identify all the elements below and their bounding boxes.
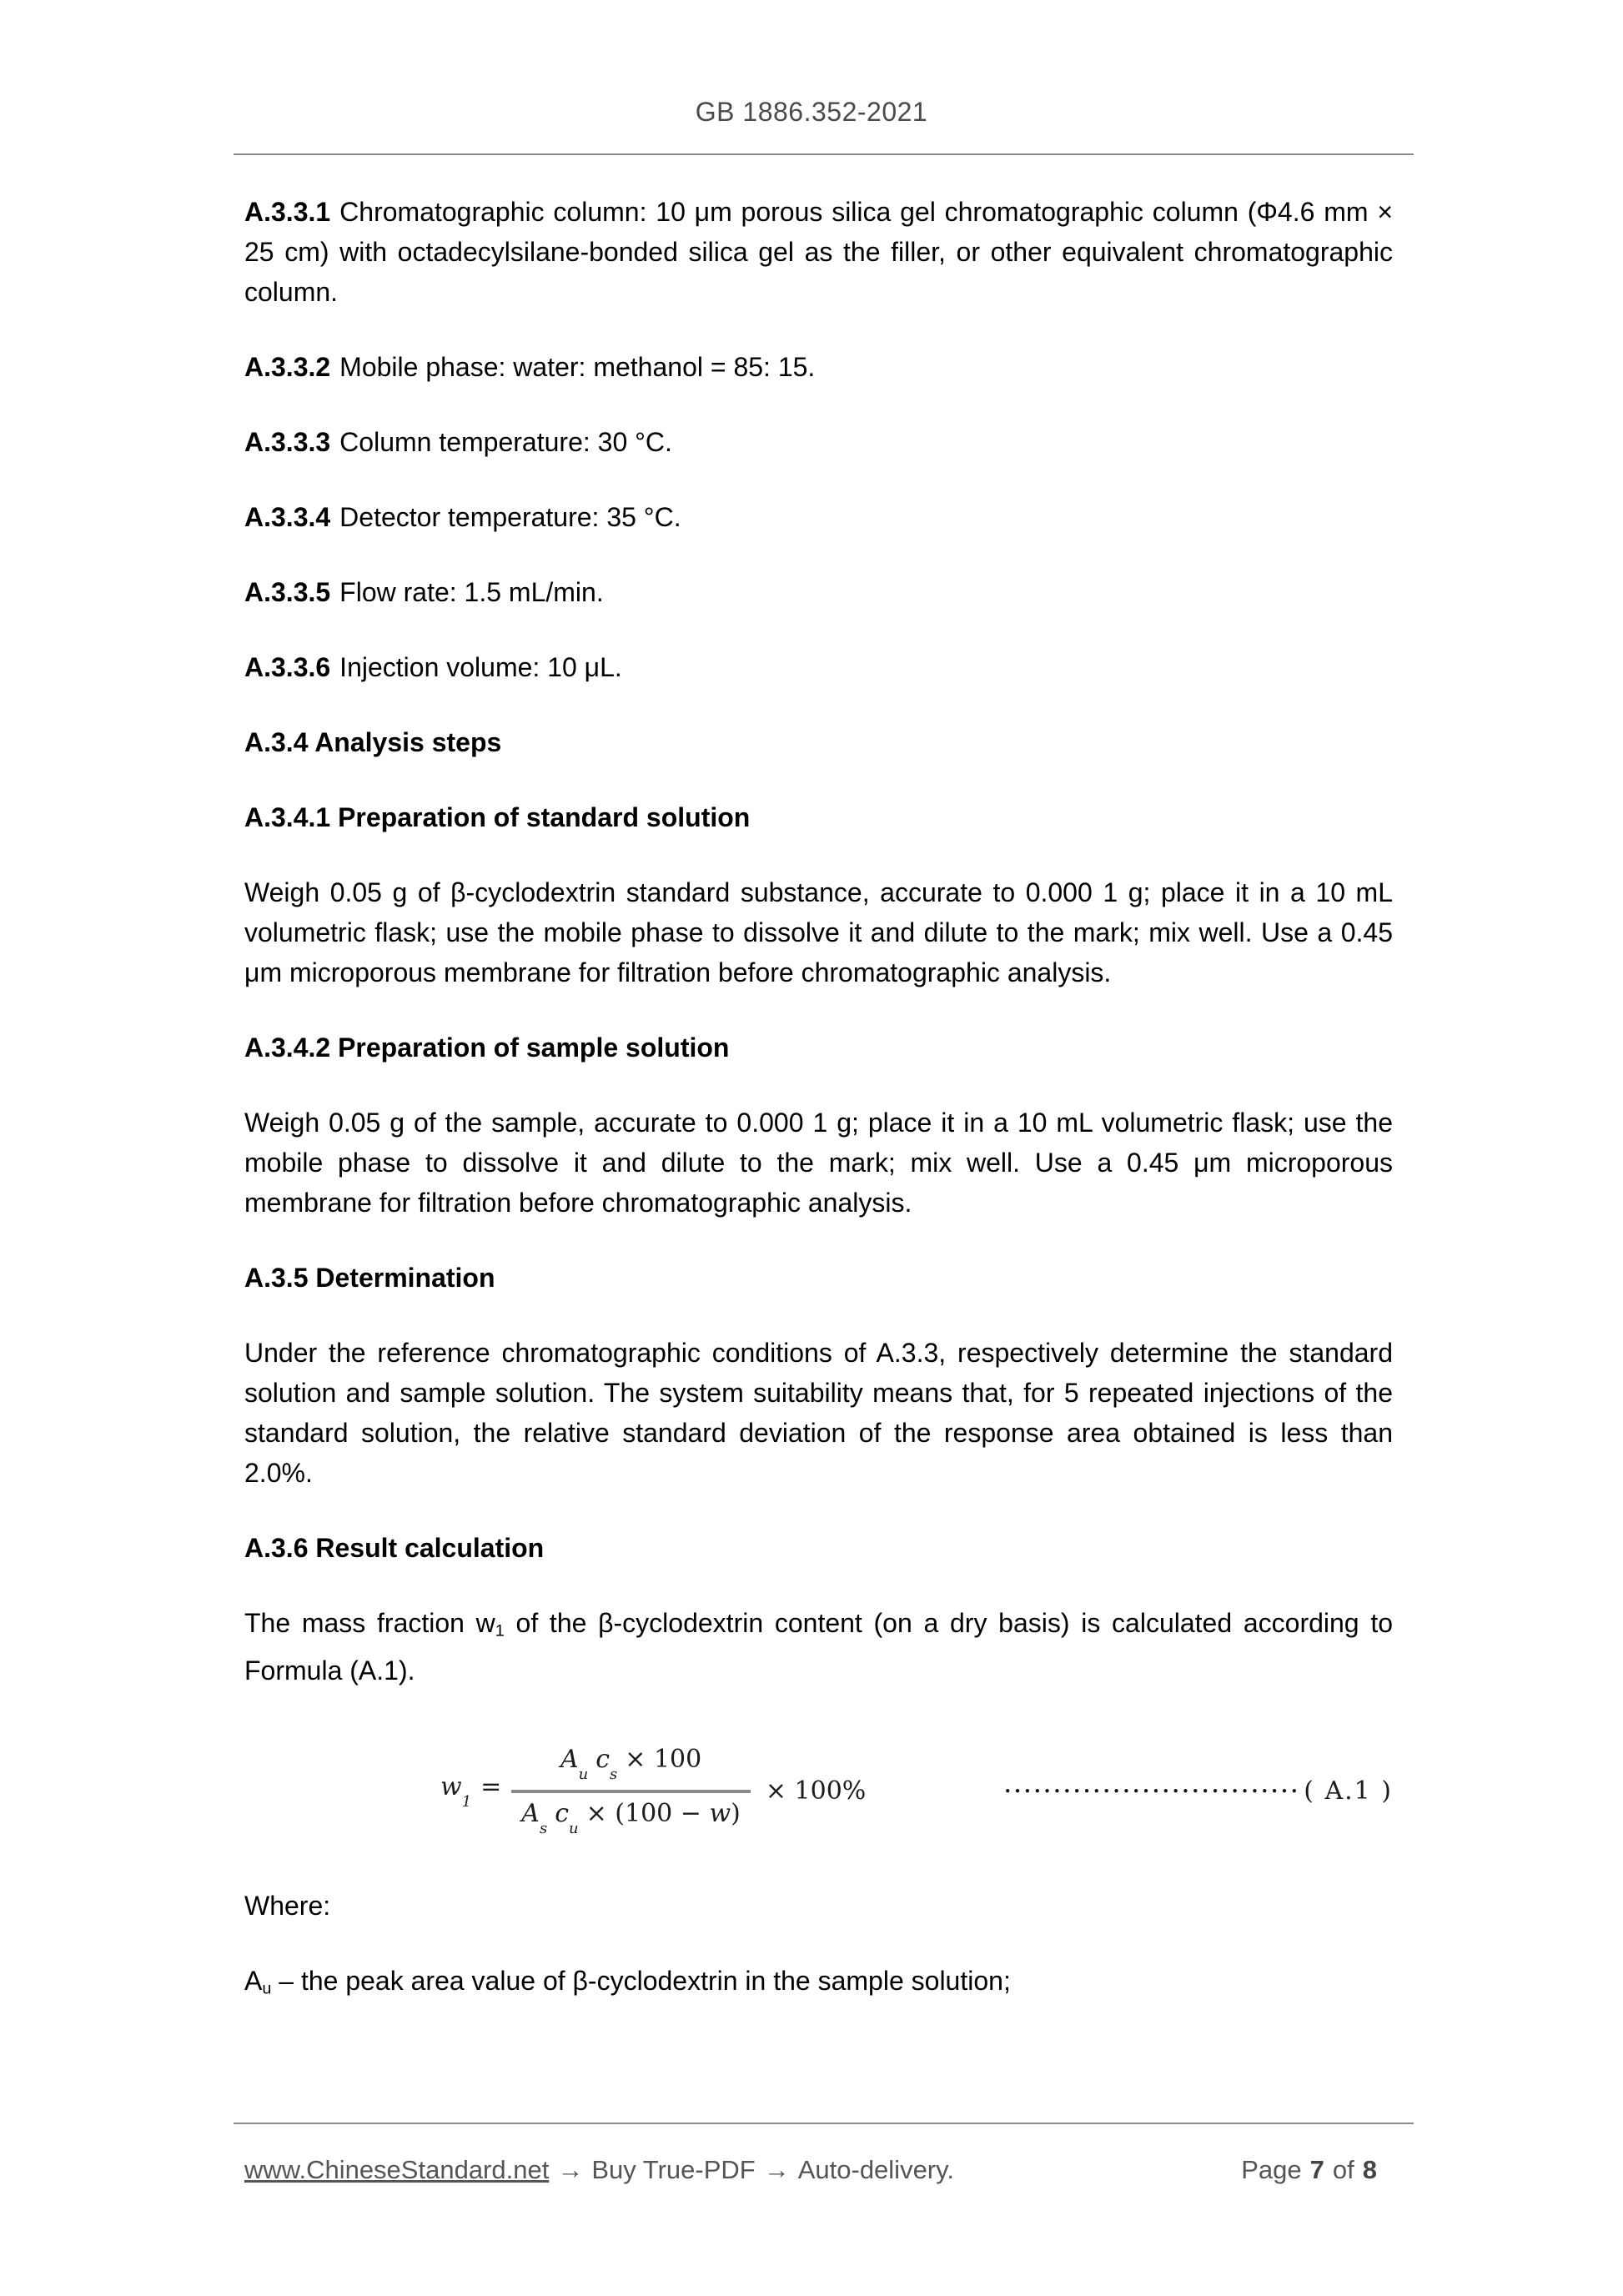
- clause-a334: [244, 497, 1393, 537]
- clause-a336-number: A.3.3.6: [244, 652, 331, 682]
- denominator-a-subscript: s: [539, 1820, 548, 1838]
- paragraph-standard-solution: Weigh 0.05 g of β-cyclodextrin standard substance, accurate to 0.000 1 g; place it in a 10 mL volumetric flask; use the mobile phase to dissolve it and dilute to the mark; mix well. Use a 0.45 μm microporous membrane for filtration before chromatographic analysis.: [244, 877, 1393, 987]
- heading-a34: A.3.4 Analysis steps: [244, 727, 502, 757]
- clause-a336: [244, 647, 1393, 687]
- of-label: of: [1332, 2155, 1354, 2184]
- arrow-icon: →: [557, 2155, 584, 2184]
- clause-a335-number: A.3.3.5: [244, 577, 331, 607]
- clause-a336-text: Injection volume: 10 μL.: [339, 652, 622, 682]
- formula-numerator: [550, 1739, 711, 1790]
- clause-a334-text: Detector temperature: 35 °C.: [339, 502, 681, 532]
- clause-a332-text: Mobile phase: water: methanol = 85: 15.: [339, 352, 816, 382]
- numerator-a-subscript: u: [578, 1766, 589, 1784]
- clause-a331-text: Chromatographic column: 10 μm porous silica gel chromatographic column (Φ4.6 mm × 25 cm) with octadecylsilane-bonded silica gel as the filler, or other equivalent chromatographic column.: [244, 197, 1393, 307]
- footer-source-line: [244, 2152, 954, 2188]
- clause-a333-text: Column temperature: 30 °C.: [339, 427, 672, 457]
- formula-lhs-subscript: 1: [461, 1792, 472, 1811]
- clause-a335-text: Flow rate: 1.5 mL/min.: [339, 577, 604, 607]
- footer-buy-text: Buy True-PDF: [591, 2155, 756, 2184]
- clause-a335: [244, 572, 1393, 612]
- numerator-a: A: [560, 1745, 579, 1775]
- au-symbol: A: [244, 1966, 263, 1997]
- numerator-times-100: × 100: [625, 1745, 702, 1775]
- formula-denominator: [511, 1793, 751, 1844]
- heading-a341: A.3.4.1 Preparation of standard solution: [244, 802, 751, 832]
- standard-code: GB 1886.352-2021: [695, 97, 928, 127]
- paragraph-sample-solution: Weigh 0.05 g of the sample, accurate to 0.000 1 g; place it in a 10 mL volumetric flask; use the mobile phase to dissolve it and dilute to the mark; mix well. Use a 0.45 μm microporous membrane for filtration before chromatographic analysis.: [244, 1108, 1393, 1218]
- result-text-before: The mass fraction w: [244, 1608, 495, 1638]
- result-w-subscript: 1: [495, 1621, 505, 1640]
- denominator-c: c: [555, 1799, 570, 1829]
- clause-a334-number: A.3.3.4: [244, 502, 331, 532]
- formula-fraction: [511, 1739, 751, 1844]
- where-label: Where:: [244, 1891, 331, 1922]
- formula-multiplier: × 100%: [765, 1776, 867, 1806]
- formula-lhs: [440, 1767, 506, 1816]
- page-footer: [0, 2123, 1623, 2188]
- page-total: 8: [1362, 2155, 1377, 2184]
- formula-lhs-variable: w: [440, 1771, 462, 1801]
- document-body: [244, 155, 1393, 2009]
- formula-number-label: ( A.1 ): [1304, 1776, 1393, 1806]
- paragraph-determination: Under the reference chromatographic conditions of A.3.3, respectively determine the standard solution and sample solution. The system suitability means that, for 5 repeated injections of the standard solution, the relative standard deviation of the response area obtained is less than 2.0%.: [244, 1338, 1393, 1488]
- equals-sign: =: [480, 1771, 502, 1801]
- denominator-close-paren: ): [731, 1799, 741, 1829]
- au-definition-text: – the peak area value of β-cyclodextrin in the sample solution;: [271, 1966, 1011, 1997]
- page-header: [0, 0, 1623, 155]
- heading-a36: A.3.6 Result calculation: [244, 1533, 545, 1563]
- dotted-leader: ••••••••••••••••••••••••••••••: [1003, 1784, 1301, 1800]
- clause-a333: [244, 422, 1393, 462]
- page-label: Page: [1241, 2155, 1302, 2184]
- heading-a35: A.3.5 Determination: [244, 1263, 495, 1293]
- arrow-icon: →: [763, 2155, 790, 2184]
- clause-a332-number: A.3.3.2: [244, 352, 331, 382]
- clause-a333-number: A.3.3.3: [244, 427, 331, 457]
- site-link[interactable]: www.ChineseStandard.net: [244, 2155, 550, 2184]
- definition-au: [244, 1961, 1393, 2008]
- au-subscript: u: [262, 1979, 272, 1998]
- heading-a342: A.3.4.2 Preparation of sample solution: [244, 1032, 730, 1063]
- numerator-c-subscript: s: [610, 1766, 618, 1784]
- denominator-a: A: [521, 1799, 540, 1829]
- clause-a332: [244, 347, 1393, 387]
- denominator-expression: × (100 −: [585, 1799, 710, 1829]
- clause-a331: [244, 192, 1393, 312]
- formula-a1: [244, 1739, 1393, 1844]
- page-current: 7: [1309, 2155, 1324, 2184]
- paragraph-result-calculation: [244, 1603, 1393, 1691]
- result-text-after: of the β-cyclodextrin content (on a dry basis) is calculated according to Formula (A.1).: [244, 1608, 1394, 1686]
- page-indicator: [1241, 2152, 1380, 2188]
- footer-delivery-text: Auto-delivery.: [797, 2155, 954, 2184]
- numerator-c: c: [595, 1745, 611, 1775]
- clause-a331-number: A.3.3.1: [244, 197, 331, 227]
- denominator-c-subscript: u: [569, 1820, 579, 1838]
- denominator-w: w: [709, 1799, 731, 1829]
